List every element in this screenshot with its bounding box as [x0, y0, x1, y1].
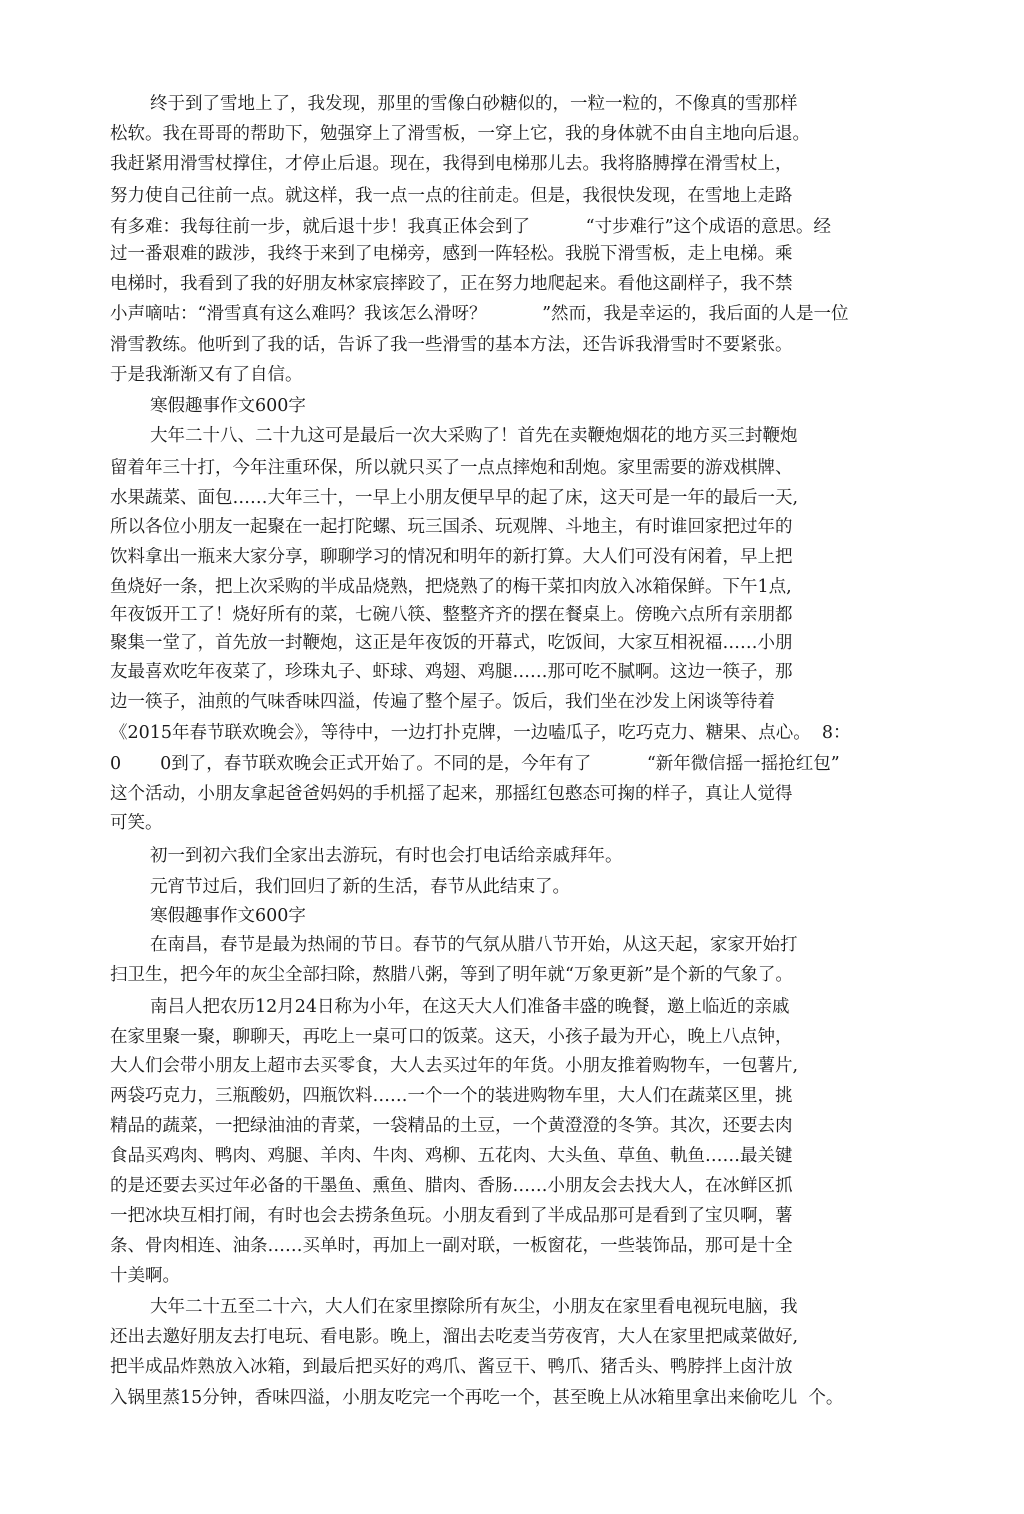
paragraph-line: 努力使自己往前一点。就这样，我一点一点的往前走。但是，我很快发现，在雪地上走路	[110, 186, 793, 206]
paragraph-line: 大年二十五至二十六，大人们在家里擦除所有灰尘，小朋友在家里看电视玩电脑，我	[150, 1297, 798, 1317]
paragraph-line: 滑雪教练。他听到了我的话，告诉了我一些滑雪的基本方法，还告诉我滑雪时不要紧张。	[110, 335, 793, 355]
paragraph-line: 的是还要去买过年必备的干墨鱼、熏鱼、腊肉、香肠……小朋友会去找大人，在冰鲜区抓	[110, 1176, 793, 1196]
paragraph-line: 过一番艰难的跋涉，我终于来到了电梯旁，感到一阵轻松。我脱下滑雪板，走上电梯。乘	[110, 244, 793, 264]
paragraph-line: 十美啊。	[110, 1266, 180, 1286]
paragraph-line: 在家里聚一聚，聊聊天，再吃上一桌可口的饭菜。这天，小孩子最为开心，晚上八点钟，	[110, 1027, 793, 1047]
paragraph-line: 电梯时，我看到了我的好朋友林家宸摔跤了，正在努力地爬起来。看他这副样子，我不禁	[110, 274, 793, 294]
paragraph-line: 在南昌，春节是最为热闹的节日。春节的气氛从腊八节开始，从这天起，家家开始打	[150, 935, 798, 955]
paragraph-line: 条、骨肉相连、油条……买单时，再加上一副对联，一板窗花，一些装饰品，那可是十全	[110, 1236, 793, 1256]
paragraph-line: 我赶紧用滑雪杖撑住，才停止后退。现在，我得到电梯那儿去。我将胳膊撑在滑雪杖上，	[110, 154, 793, 174]
paragraph-line: 食品买鸡肉、鸭肉、鸡腿、羊肉、牛肉、鸡柳、五花肉、大头鱼、草鱼、軌鱼……最关键	[110, 1146, 793, 1166]
paragraph-line: 于是我渐渐又有了自信。	[110, 365, 303, 385]
paragraph-line: 友最喜欢吃年夜菜了，珍珠丸子、虾球、鸡翅、鸡腿……那可吃不腻啊。这边一筷子，那	[110, 662, 793, 682]
paragraph-line: 水果蔬菜、面包……大年三十，一早上小朋友便早早的起了床，这天可是一年的最后一天,	[110, 488, 799, 508]
section-heading: 寒假趣事作文600字	[150, 396, 306, 416]
paragraph-line: 入锅里蒸15分钟，香味四溢，小朋友吃完一个再吃一个，甚至晚上从冰箱里拿出来偷吃儿 个。	[110, 1388, 844, 1408]
section-heading: 寒假趣事作文600字	[150, 906, 306, 926]
paragraph-line: 聚集一堂了，首先放一封鞭炮，这正是年夜饭的开幕式，吃饭间，大家互相祝福……小朋	[110, 633, 793, 653]
paragraph-line: 所以各位小朋友一起聚在一起打陀螺、玩三国杀、玩观牌、斗地主，有时谁回家把过年的	[110, 517, 793, 537]
paragraph-line: 大年二十八、二十九这可是最后一次大采购了！首先在卖鞭炮烟花的地方买三封鞭炮	[150, 426, 798, 446]
paragraph-line: 年夜饭开工了！烧好所有的菜，七碗八筷、整整齐齐的摆在餐桌上。傍晚六点所有亲朋都	[110, 605, 793, 625]
paragraph-line: 南吕人把农历12月24日称为小年，在这天大人们准备丰盛的晚餐，邀上临近的亲戚	[150, 997, 790, 1017]
paragraph-line: 精品的蔬菜，一把绿油油的青菜，一袋精品的土豆，一个黄澄澄的冬笋。其次，还要去肉	[110, 1116, 793, 1136]
paragraph-line: 大人们会带小朋友上超市去买零食，大人去买过年的年货。小朋友推着购物车，一包薯片,	[110, 1056, 799, 1076]
paragraph-line: 小声嘀咕：“滑雪真有这么难吗？我该怎么滑呀？ ”然而，我是幸运的，我后面的人是一位	[110, 304, 849, 324]
paragraph-line: 还出去邀好朋友去打电玩、看电影。晚上，溜出去吃麦当劳夜宵，大人在家里把咸菜做好,	[110, 1327, 799, 1347]
paragraph-line: 留着年三十打，今年注重环保，所以就只买了一点点摔炮和刮炮。家里需要的游戏棋牌、	[110, 458, 793, 478]
paragraph-line: 边一筷子，油煎的气味香味四溢，传遍了整个屋子。饭后，我们坐在沙发上闲谈等待着	[110, 692, 775, 712]
paragraph-line: 饮料拿出一瓶来大家分享，聊聊学习的情况和明年的新打算。大人们可没有闲着，早上把	[110, 547, 793, 567]
paragraph-line: 松软。我在哥哥的帮助下，勉强穿上了滑雪板，一穿上它，我的身体就不由自主地向后退。	[110, 124, 810, 144]
paragraph-line: 一把冰块互相打闹，有时也会去捞条鱼玩。小朋友看到了半成品那可是看到了宝贝啊，薯	[110, 1206, 793, 1226]
paragraph-line: 终于到了雪地上了，我发现，那里的雪像白砂糖似的，一粒一粒的，不像真的雪那样	[150, 94, 798, 114]
paragraph-line: 这个活动，小朋友拿起爸爸妈妈的手机摇了起来，那摇红包憨态可掬的样子，真让人觉得	[110, 784, 793, 804]
paragraph-line: 扫卫生，把今年的灰尘全部扫除，熬腊八粥，等到了明年就“万象更新”是个新的气象了。	[110, 965, 793, 985]
paragraph-line: 鱼烧好一条，把上次采购的半成品烧熟，把烧熟了的梅干菜扣肉放入冰箱保鲜。下午1点,	[110, 577, 792, 597]
paragraph-line: 元宵节过后，我们回归了新的生活，春节从此结束了。	[150, 877, 570, 897]
paragraph-line: 把半成品炸熟放入冰箱，到最后把买好的鸡爪、酱豆干、鸭爪、猪舌头、鸭脖拌上卤汁放	[110, 1357, 793, 1377]
paragraph-line: 0 0到了，春节联欢晚会正式开始了。不同的是，今年有了 “新年微信摇一摇抢红包”	[110, 754, 840, 774]
paragraph-line: 有多难：我每往前一步，就后退十步！我真正体会到了 “寸步难行”这个成语的意思。经	[110, 217, 832, 237]
paragraph-line: 两袋巧克力，三瓶酸奶，四瓶饮料……一个一个的装进购物车里，大人们在蔬菜区里，挑	[110, 1086, 793, 1106]
paragraph-line: 可笑。	[110, 813, 163, 833]
paragraph-line: 《2015年春节联欢晚会》，等待中，一边打扑克牌，一边嗑瓜子，吃巧克力、糖果、点心。 8：	[110, 723, 851, 743]
paragraph-line: 初一到初六我们全家出去游玩，有时也会打电话给亲戚拜年。	[150, 846, 623, 866]
